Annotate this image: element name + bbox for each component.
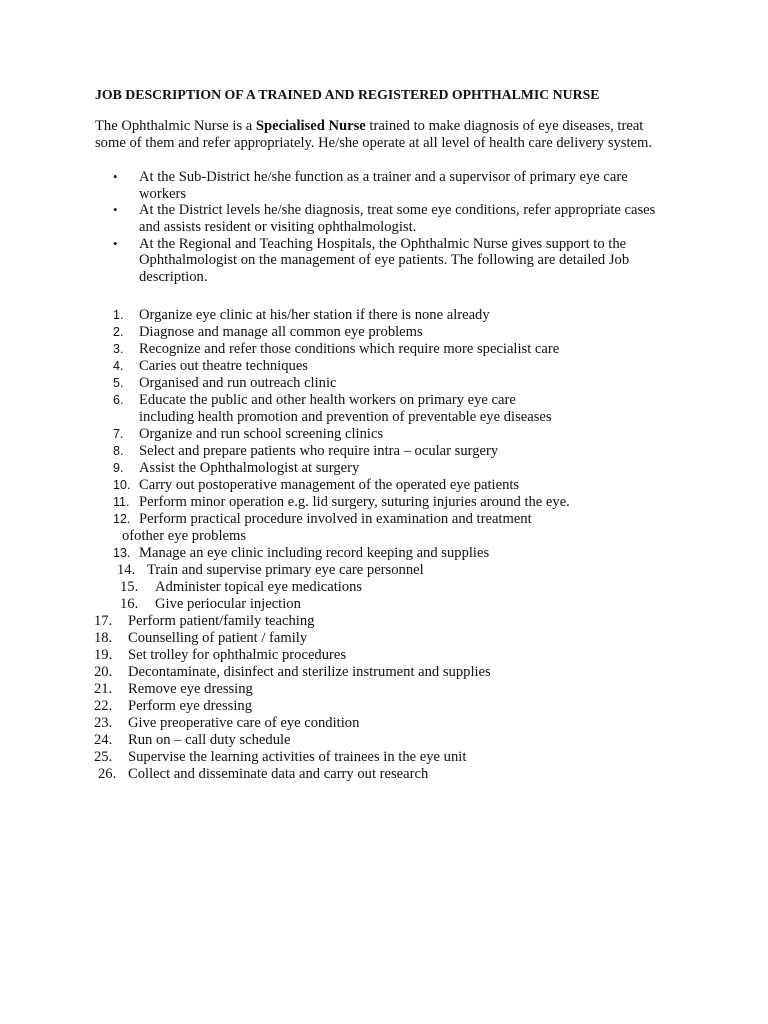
list-item-number: 22. [94,698,113,714]
list-item-text: Set trolley for ophthalmic procedures [128,647,347,663]
list-item-number: 17. [94,613,113,629]
bullet-item [95,169,675,202]
list-item-number: 15. [120,579,139,595]
intro-text-after: trained to make diagnosis of eye diseases, treat some of them and refer appropriately. He/she operate at all level of health care delivery system. [95,118,653,151]
intro-text-before: The Ophthalmic Nurse is a [95,118,256,134]
list-item-text: Perform practical procedure involved in examination and treatment [139,511,532,527]
list-item-number: 13. [113,546,131,560]
list-item-number: 5. [113,376,124,390]
list-item-text: Select and prepare patients who require intra – ocular surgery [139,443,499,459]
list-item [113,358,308,375]
list-item-number: 26. [98,766,117,782]
list-item-text: Run on – call duty schedule [128,732,291,748]
list-item [94,681,253,698]
list-item-text: Give preoperative care of eye condition [128,715,360,731]
list-item-number: 3. [113,342,124,356]
list-item-text: Caries out theatre techniques [139,358,308,374]
list-item [113,545,489,562]
list-item [113,375,337,392]
list-item [113,324,423,341]
list-item [113,392,516,409]
list-item [113,477,519,494]
list-item [94,732,291,749]
list-item [113,443,498,460]
list-item-text: Manage an eye clinic including record keeping and supplies [139,545,490,561]
list-item-text: Give periocular injection [155,596,301,612]
list-item-text: Perform patient/family teaching [128,613,315,629]
list-item [94,647,346,664]
document-title: JOB DESCRIPTION OF A TRAINED AND REGISTERED OPHTHALMIC NURSE [95,87,600,102]
list-item-number: 20. [94,664,113,680]
list-item-number: 14. [117,562,136,578]
list-item-text: ofother eye problems [122,528,247,544]
list-item-text: Decontaminate, disinfect and sterilize instrument and supplies [128,664,491,680]
list-item-number: 19. [94,647,113,663]
list-item-text: Collect and disseminate data and carry out research [128,766,429,782]
intro-paragraph [95,118,675,152]
list-item [113,426,383,443]
list-item-number: 10. [113,478,131,492]
list-item-text: Carry out postoperative management of the operated eye patients [139,477,520,493]
bullet-symbol: • [113,169,118,184]
list-item-number: 6. [113,393,124,407]
list-item [113,341,559,358]
bullet-item [95,236,675,286]
list-item [120,596,301,613]
list-item-number: 25. [94,749,113,765]
list-item [98,766,428,783]
list-item-number: 4. [113,359,124,373]
bullet-text: At the District levels he/she diagnosis, treat some eye conditions, refer appropriate cases and assists resident or visiting ophthalmologist. [139,202,656,235]
list-item-number: 16. [120,596,139,612]
list-item-text: Perform eye dressing [128,698,253,714]
list-item-text: Assist the Ophthalmologist at surgery [139,460,360,476]
bullet-list [95,169,675,286]
list-item-text: Remove eye dressing [128,681,253,697]
list-item [113,511,532,528]
list-item-text: including health promotion and prevention of preventable eye diseases [139,409,552,425]
list-item-text: Perform minor operation e.g. lid surgery, suturing injuries around the eye. [139,494,570,510]
list-item [113,307,490,324]
bullet-item [95,202,675,235]
list-item-continuation [122,528,246,545]
list-item-number: 9. [113,461,124,475]
list-item [94,715,359,732]
list-item-text: Organize eye clinic at his/her station if there is none already [139,307,490,323]
list-item-number: 12. [113,512,131,526]
list-item-number: 21. [94,681,113,697]
list-item [113,494,570,511]
list-item-continuation [139,409,552,426]
list-item-number: 18. [94,630,113,646]
list-item-number: 23. [94,715,113,731]
list-item-text: Counselling of patient / family [128,630,308,646]
list-item [94,664,491,681]
list-item-text: Diagnose and manage all common eye problems [139,324,423,340]
list-item-number: 7. [113,427,124,441]
list-item-text: Train and supervise primary eye care personnel [147,562,424,578]
bullet-text: At the Regional and Teaching Hospitals, the Ophthalmic Nurse gives support to the Ophthalmologist on the management of eye patients. The following are detailed Job description. [139,235,630,285]
intro-bold-text: Specialised Nurse [255,118,366,134]
list-item-number: 11. [113,495,130,509]
list-item [94,698,252,715]
list-item [117,562,424,579]
bullet-symbol: • [113,235,118,251]
list-item-number: 8. [113,444,124,458]
list-item [113,460,359,477]
bullet-text: At the Sub-District he/she function as a trainer and a supervisor of primary eye care workers [139,169,628,202]
list-item-text: Recognize and refer those conditions which require more specialist care [139,341,560,357]
list-item-text: Administer topical eye medications [155,579,363,595]
list-item [120,579,362,596]
list-item [94,630,307,647]
list-item-text: Supervise the learning activities of trainees in the eye unit [128,749,467,765]
list-item-text: Organize and run school screening clinics [139,426,384,442]
bullet-symbol: • [113,202,118,218]
list-item-number: 2. [113,325,124,339]
list-item [94,613,314,630]
list-item-text: Educate the public and other health workers on primary eye care [139,392,516,408]
list-item-number: 24. [94,732,113,748]
list-item [94,749,466,766]
list-item-text: Organised and run outreach clinic [139,375,337,391]
list-item-number: 1. [113,308,124,322]
